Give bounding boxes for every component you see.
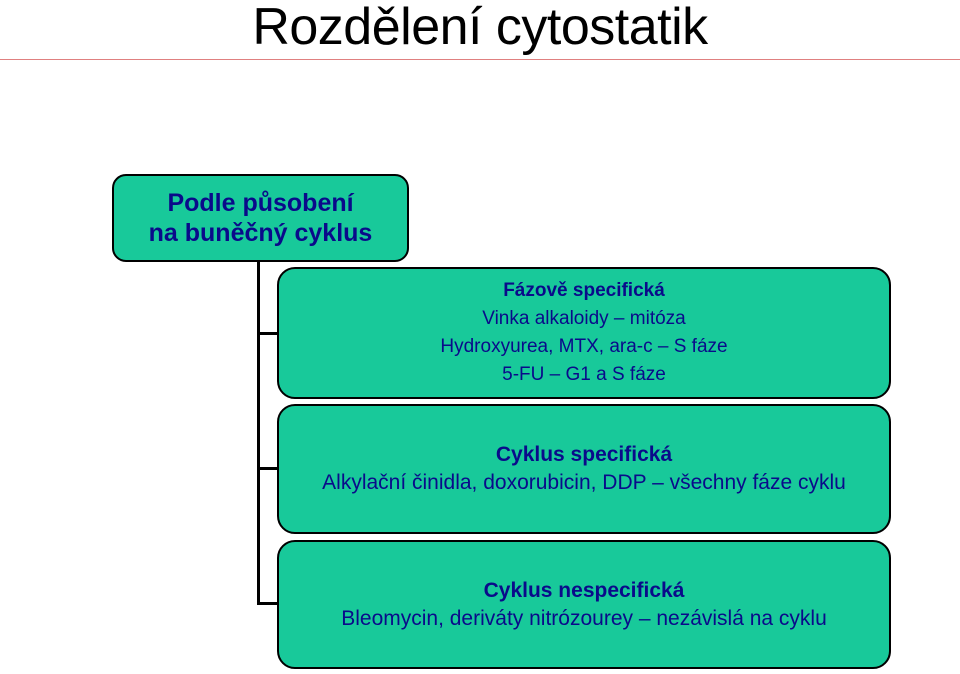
title-divider bbox=[0, 59, 960, 60]
slide-title: Rozdělení cytostatik bbox=[252, 0, 708, 56]
node-phase-specific bbox=[277, 267, 891, 399]
node-cycle-specific bbox=[277, 404, 891, 534]
root-node-cell-cycle bbox=[112, 174, 409, 262]
node-phase-specific-line: 5-FU – G1 a S fáze bbox=[502, 364, 666, 385]
node-phase-specific-line: Vinka alkaloidy – mitóza bbox=[482, 308, 686, 329]
root-node-line2: na buněčný cyklus bbox=[148, 219, 373, 247]
tree-connector-cycle-nonspecific bbox=[257, 602, 279, 605]
node-phase-specific-heading: Fázově specifická bbox=[503, 280, 665, 301]
tree-connector-phase-specific bbox=[257, 332, 279, 335]
node-cycle-nonspecific-line: Bleomycin, deriváty nitrózourey – nezávislá na cyklu bbox=[341, 606, 827, 630]
node-cycle-specific-line: Alkylační činidla, doxorubicin, DDP – všechny fáze cyklu bbox=[322, 471, 846, 494]
root-node-line1: Podle působení bbox=[167, 189, 354, 217]
node-phase-specific-line: Hydroxyurea, MTX, ara-c – S fáze bbox=[440, 336, 728, 357]
node-cycle-specific-heading: Cyklus specifická bbox=[495, 443, 673, 466]
node-cycle-nonspecific-heading: Cyklus nespecifická bbox=[483, 578, 685, 602]
tree-connector-cycle-specific bbox=[257, 467, 279, 470]
tree-connector-vertical bbox=[257, 262, 260, 605]
node-cycle-nonspecific bbox=[277, 540, 891, 669]
